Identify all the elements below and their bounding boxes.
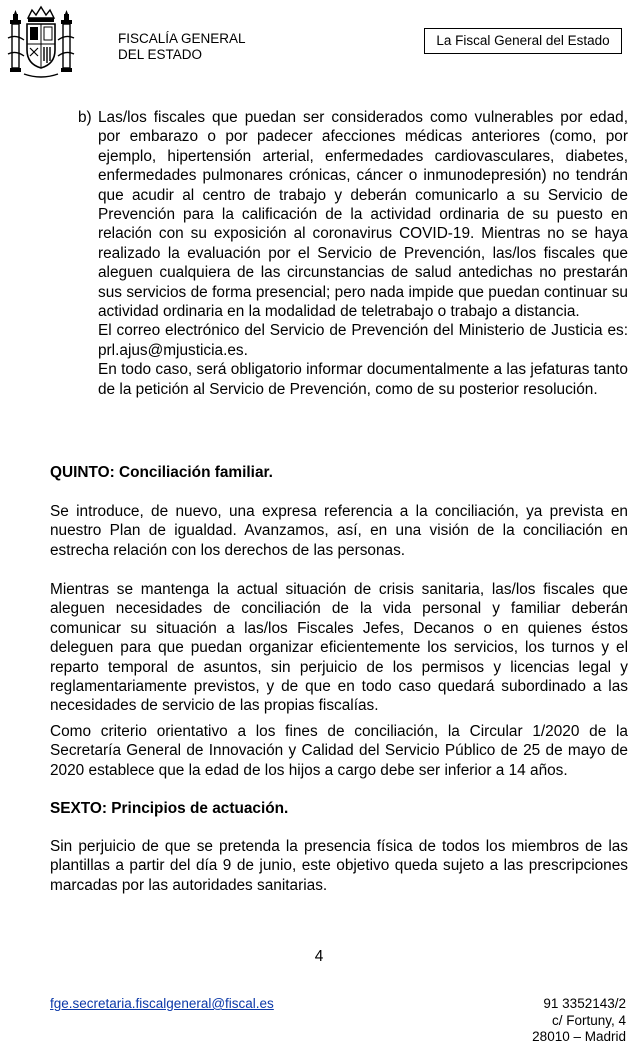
section-heading: QUINTO: Conciliación familiar. <box>50 464 273 481</box>
item-b-paragraph-1: Las/los fiscales que puedan ser considerados como vulnerables por edad, por embarazo o por padecer afecciones médicas anteriores (como, por ejemplo, hipertensión arterial, enfermedades cardiovasculares, diabetes, enfermedades pulmonares crónicas, cáncer o inmunodepresión) no tendrán que acudir al centro de trabajo y deberán comunicarlo a su Servicio de Prevención para la calificación de la actividad ordinaria de su puesto en relación con su exposición al coronavirus COVID-19. Mientras no se haya realizado la evaluación por el Servicio de Prevención, las/los fiscales que aleguen cualquiera de las circunstancias de salud antedichas no prestarán sus servicios de forma presencial; pero nada impide que puedan continuar su actividad ordinaria en la modalidad de teletrabajo o trabajo a distancia. <box>98 109 628 321</box>
paragraph: Mientras se mantenga la actual situación de crisis sanitaria, las/los fiscales que aleguen necesidades de conciliación de la vida personal y familiar deberán comunicar su situación a las/los Fiscales Jefes, Decanos o en quienes éstos deleguen para que puedan organizar eficientemente los servicios, los turnos y el reparto temporal de asuntos, sin perjuicio de los permisos y licencias legal y reglamentariamente previstos, y de que en todo caso quedará subordinado a las necesidades de servicio de las propias fiscalías. <box>50 581 628 715</box>
header-organization <box>118 31 246 63</box>
header-title-box: La Fiscal General del Estado <box>424 28 622 54</box>
coat-of-arms-icon <box>6 4 76 82</box>
footer-city: 28010 – Madrid <box>532 1029 626 1044</box>
quinto-paragraph-1 <box>50 502 628 560</box>
org-line-1: FISCALÍA GENERAL <box>118 31 246 46</box>
list-marker: b) <box>78 109 92 126</box>
sexto-paragraph-1 <box>50 837 628 895</box>
paragraph: Se introduce, de nuevo, una expresa referencia a la conciliación, ya prevista en nuestro Plan de igualdad. Avanzamos, así, en una visión de la conciliación en estrecha relación con los derechos de las personas. <box>50 503 628 559</box>
item-b-paragraph-3: En todo caso, será obligatorio informar documentalmente a las jefaturas tanto de la petición al Servicio de Prevención, como de su posterior resolución. <box>98 361 628 398</box>
paragraph: Sin perjuicio de que se pretenda la presencia física de todos los miembros de las plantillas a partir del día 9 de junio, este objetivo queda sujeto a las prescripciones marcadas por las autoridades sanitarias. <box>50 838 628 894</box>
section-quinto-heading <box>50 463 628 482</box>
quinto-paragraph-3 <box>50 722 628 780</box>
org-line-2: DEL ESTADO <box>118 47 203 62</box>
footer-address <box>532 996 626 1046</box>
footer-email-link[interactable]: fge.secretaria.fiscalgeneral@fiscal.es <box>50 996 274 1011</box>
quinto-paragraph-2 <box>50 580 628 716</box>
section-heading: SEXTO: Principios de actuación. <box>50 800 289 817</box>
footer-street: c/ Fortuny, 4 <box>551 1012 626 1028</box>
item-b-paragraph-2: El correo electrónico del Servicio de Prevención del Ministerio de Justicia es: prl.ajus@mjusticia.es. <box>98 322 628 359</box>
list-item-b <box>78 108 628 399</box>
footer-phone: 91 3352143/2 <box>543 996 626 1011</box>
paragraph: Como criterio orientativo a los fines de conciliación, la Circular 1/2020 de la Secretaría General de Innovación y Calidad del Servicio Público de 25 de mayo de 2020 establece que la edad de los hijos a cargo debe ser inferior a 14 años. <box>50 723 628 779</box>
page-number: 4 <box>314 948 324 965</box>
section-sexto-heading <box>50 799 628 818</box>
